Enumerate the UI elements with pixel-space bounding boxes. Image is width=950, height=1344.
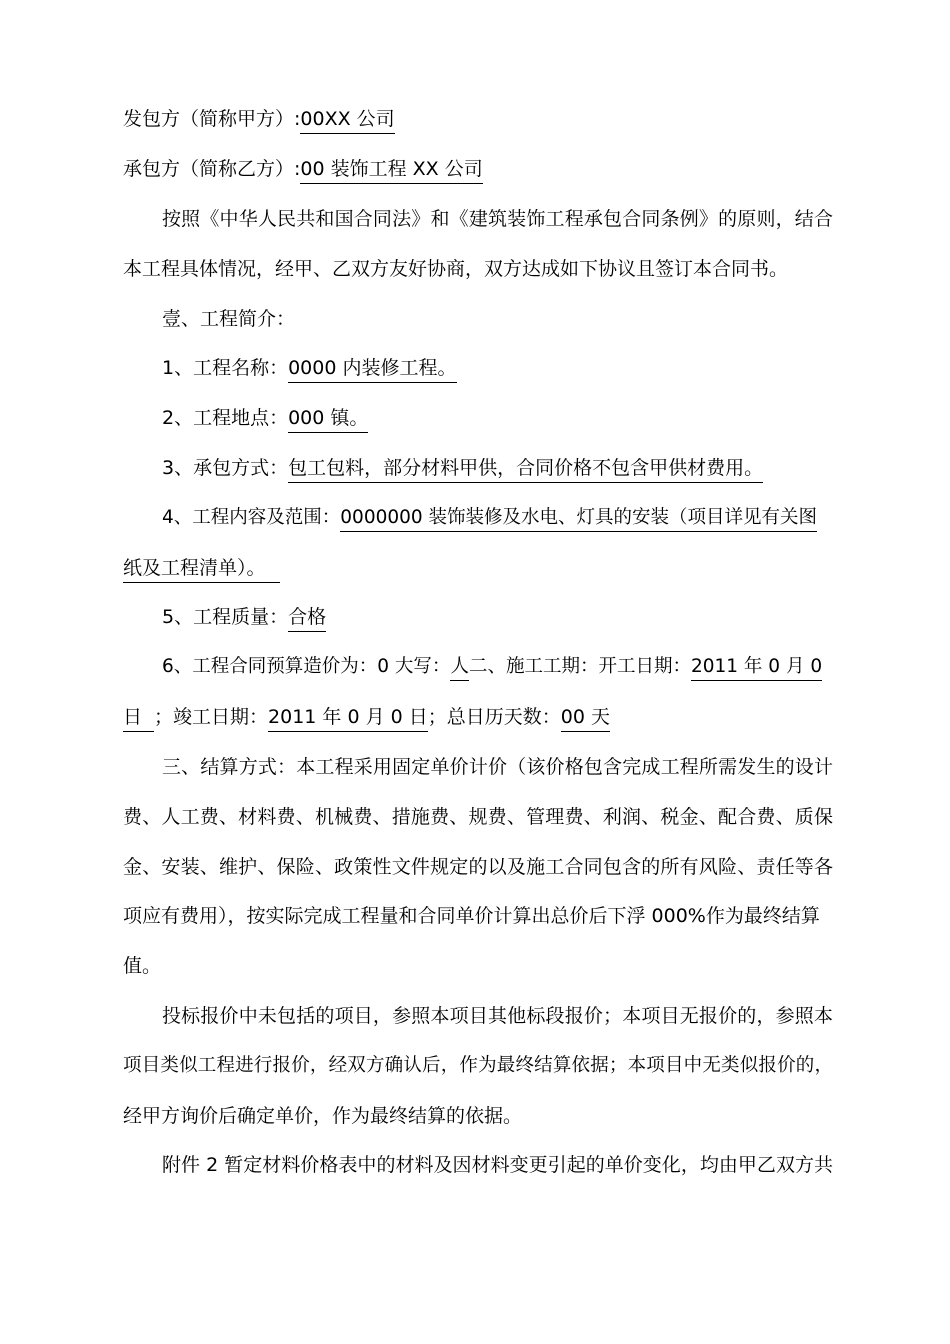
item-dates-line <box>123 702 833 732</box>
item-quality-line <box>162 602 833 632</box>
party-a-label: 发包方（简称甲方）: <box>123 108 301 130</box>
party-a-value: 00XX 公司 <box>300 108 394 134</box>
settlement-line-2: 费、人工费、材料费、机械费、措施费、规费、管理费、利润、税金、配合费、质保 <box>123 806 833 828</box>
attachment-line-1: 附件 2 暂定材料价格表中的材料及因材料变更引起的单价变化，均由甲乙双方共 <box>162 1154 833 1176</box>
item-mode-value: 包工包料，部分材料甲供，合同价格不包含甲供材费用。 <box>288 457 763 483</box>
item-quality-label: 5、工程质量： <box>162 606 289 628</box>
item-days-value: 00 天 <box>561 706 610 732</box>
pricing-line-3: 经甲方询价后确定单价，作为最终结算的依据。 <box>123 1105 523 1127</box>
party-a-line <box>123 104 833 134</box>
item-scope-line-2 <box>123 553 833 583</box>
item-price-line <box>162 652 833 682</box>
item-location-label: 2、工程地点： <box>162 407 289 429</box>
item-scope-value-2: 纸及工程清单）。 <box>123 557 280 583</box>
item-mode-line <box>162 453 833 483</box>
party-b-label: 承包方（简称乙方）: <box>123 158 301 180</box>
pricing-line-2: 项目类似工程进行报价，经双方确认后，作为最终结算依据；本项目中无类似报价的， <box>123 1055 833 1076</box>
intro-line-1: 按照《中华人民共和国合同法》和《建筑装饰工程承包合同条例》的原则，结合 <box>162 208 833 230</box>
item-location-line <box>162 403 833 433</box>
pricing-line-1: 投标报价中未包括的项目，参照本项目其他标段报价；本项目无报价的，参照本 <box>162 1005 833 1027</box>
item-period-label: 二、施工工期：开工日期： <box>468 656 691 677</box>
party-b-value: 00 装饰工程 XX 公司 <box>300 158 482 184</box>
item-scope-value-1: 0000000 装饰装修及水电、灯具的安装（项目详见有关图 <box>340 507 817 532</box>
section1-title: 壹、工程简介： <box>162 308 296 330</box>
item-name-label: 1、工程名称： <box>162 357 289 379</box>
item-quality-value: 合格 <box>288 606 326 632</box>
item-finish-value: 2011 年 0 月 0 日 <box>268 706 428 732</box>
party-b-line <box>123 154 833 184</box>
item-finish-label: ；竣工日期： <box>154 706 269 728</box>
item-name-value: 0000 内装修工程。 <box>288 357 456 383</box>
item-scope-label: 4、工程内容及范围： <box>162 507 341 528</box>
item-start-value-2: 日 <box>123 706 154 732</box>
settlement-line-3: 金、安装、维护、保险、政策性文件规定的以及施工合同包含的所有风险、责任等各 <box>123 856 833 878</box>
item-name-line <box>162 353 833 383</box>
item-price-value: 人 <box>450 656 469 681</box>
item-days-label: ；总日历天数： <box>427 706 561 728</box>
settlement-line-4: 项应有费用），按实际完成工程量和合同单价计算出总价后下浮 000%作为最终结算 <box>123 905 820 927</box>
intro-line-2: 本工程具体情况，经甲、乙双方友好协商，双方达成如下协议且签订本合同书。 <box>123 258 789 280</box>
item-price-label: 6、工程合同预算造价为：0 大写： <box>162 656 451 677</box>
item-location-value: 000 镇。 <box>288 407 368 433</box>
settlement-line-5: 值。 <box>123 955 162 977</box>
item-mode-label: 3、承包方式： <box>162 457 289 479</box>
item-start-value-1: 2011 年 0 月 0 <box>691 656 822 681</box>
settlement-line-1: 三、结算方式：本工程采用固定单价计价（该价格包含完成工程所需发生的设计 <box>162 756 833 778</box>
item-scope-line-1 <box>162 503 833 533</box>
